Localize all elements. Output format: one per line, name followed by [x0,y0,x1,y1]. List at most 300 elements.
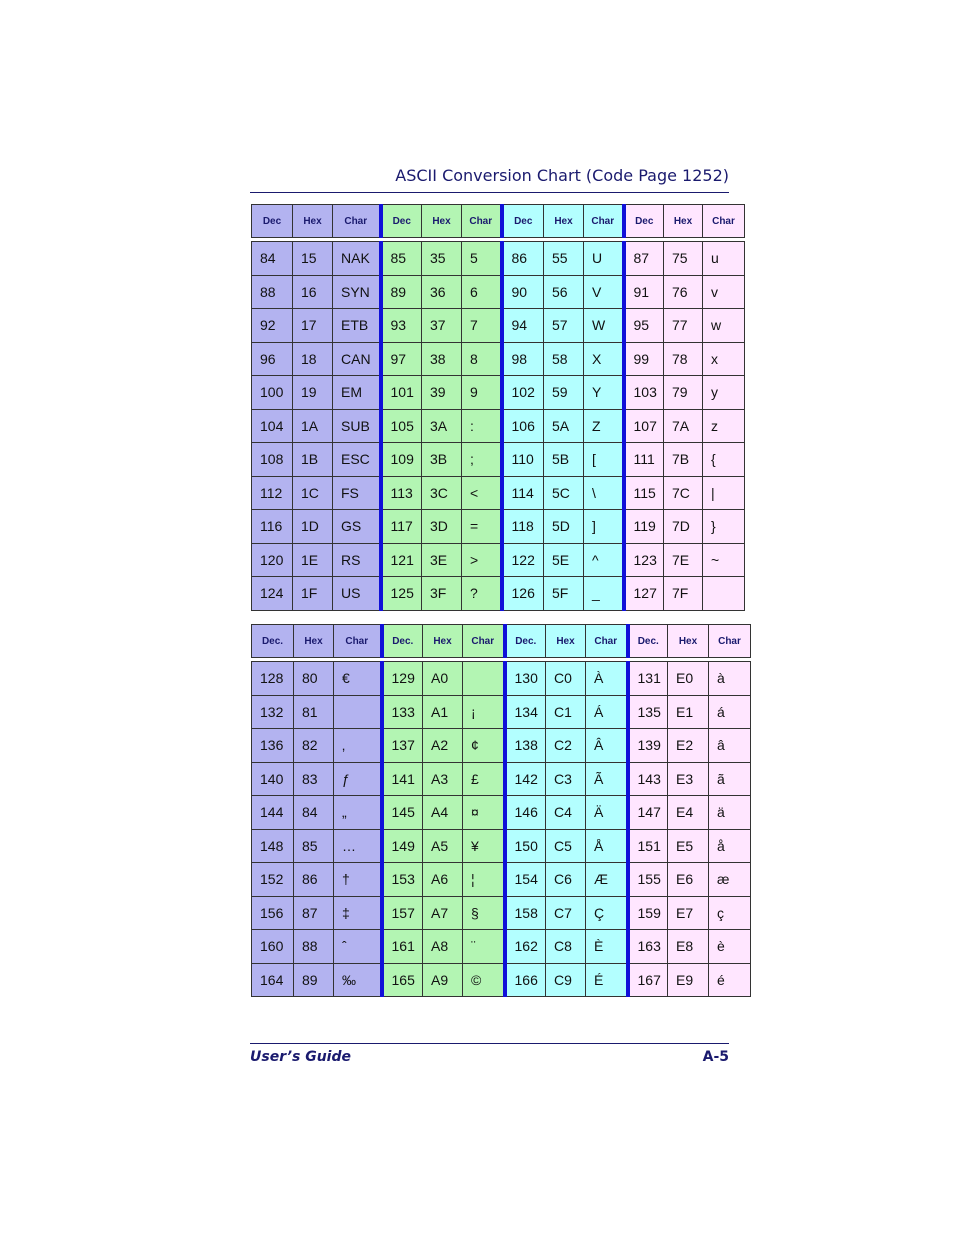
table-cell: E6 [668,863,709,897]
table-cell: 5A [544,409,584,443]
table-cell: 96 [252,342,293,376]
table-cell: A8 [423,930,463,964]
table-cell: V [584,275,624,309]
table-cell: 150 [505,829,546,863]
table-cell: ? [462,577,502,611]
table-cell: 58 [544,342,584,376]
table-cell: 167 [628,963,668,997]
table-cell: Â [586,729,628,763]
table-cell: \ [584,476,624,510]
table-cell: 135 [628,695,668,729]
table-cell: 35 [422,242,462,276]
table-cell: 147 [628,796,668,830]
table-cell: 141 [382,762,423,796]
column-header: Hex [668,625,709,658]
table-cell: 156 [252,896,294,930]
table-cell: 107 [624,409,664,443]
table-cell: { [703,443,745,477]
column-header: Char [463,625,505,658]
table-cell: y [703,376,745,410]
table-cell: U [584,242,624,276]
table-cell: § [463,896,505,930]
table-cell: 100 [252,376,293,410]
table-cell: } [703,510,745,544]
table-cell: 132 [252,695,294,729]
table-cell: ~ [703,543,745,577]
table-row [252,577,745,611]
table-cell: ¨ [463,930,505,964]
table-cell: 1D [293,510,333,544]
table-row [252,376,745,410]
table-cell: CAN [333,342,381,376]
table-cell: 97 [381,342,422,376]
table-cell: 114 [502,476,544,510]
table-cell: > [462,543,502,577]
table-cell: 166 [505,963,546,997]
table-cell: à [709,662,751,696]
table-cell: 1B [293,443,333,477]
table-cell: 102 [502,376,544,410]
column-header: Hex [294,625,334,658]
table-cell: ‰ [334,963,382,997]
column-header: Dec. [505,625,546,658]
table-cell: 16 [293,275,333,309]
table-cell: 104 [252,409,293,443]
table-row [252,309,745,343]
table-cell: 129 [382,662,423,696]
table-cell: 136 [252,729,294,763]
column-header: Hex [293,205,333,238]
table-cell: „ [334,796,382,830]
table-cell: = [462,510,502,544]
table-cell: É [586,963,628,997]
table-cell: é [709,963,751,997]
table-row [252,510,745,544]
table-cell: C4 [546,796,586,830]
table-cell: 111 [624,443,664,477]
table-cell: 99 [624,342,664,376]
table-cell: £ [463,762,505,796]
table-cell: 55 [544,242,584,276]
table-cell: 112 [252,476,293,510]
table-cell: 159 [628,896,668,930]
column-header: Dec. [628,625,668,658]
table-cell: È [586,930,628,964]
table-cell: x [703,342,745,376]
table-cell: 3D [422,510,462,544]
table-cell: 89 [294,963,334,997]
table-cell: 7B [664,443,703,477]
table-cell: 5B [544,443,584,477]
table-cell: ¦ [463,863,505,897]
table-cell: 126 [502,577,544,611]
table-row [252,796,751,830]
table-cell: 75 [664,242,703,276]
table-cell: 38 [422,342,462,376]
column-header: Dec [381,205,422,238]
table-cell: 37 [422,309,462,343]
table-cell: 151 [628,829,668,863]
table-cell: 148 [252,829,294,863]
table-cell: C0 [546,662,586,696]
table-cell: A9 [423,963,463,997]
table-cell: [ [584,443,624,477]
table-cell: 7F [664,577,703,611]
table-cell: A6 [423,863,463,897]
table-cell: æ [709,863,751,897]
column-header: Char [334,625,382,658]
title-rule [250,192,729,193]
table-cell: _ [584,577,624,611]
table-cell: 131 [628,662,668,696]
table-cell: 82 [294,729,334,763]
table-cell: 109 [381,443,422,477]
table-cell: 36 [422,275,462,309]
table-cell: C3 [546,762,586,796]
table-cell: 163 [628,930,668,964]
table-cell: 91 [624,275,664,309]
table-cell: EM [333,376,381,410]
table-cell: è [709,930,751,964]
table-row [252,896,751,930]
column-header: Char [462,205,502,238]
column-header: Dec [252,205,293,238]
table-cell: ; [462,443,502,477]
table-cell: A0 [423,662,463,696]
table-cell: 88 [252,275,293,309]
table-cell: 134 [505,695,546,729]
table-cell: © [463,963,505,997]
table-cell [334,695,382,729]
table-row [252,762,751,796]
table-cell: A4 [423,796,463,830]
table-cell: 157 [382,896,423,930]
table-cell: 80 [294,662,334,696]
table-cell: 1C [293,476,333,510]
table-cell: ¥ [463,829,505,863]
table-cell: 142 [505,762,546,796]
table-cell: ¡ [463,695,505,729]
table-cell: 139 [628,729,668,763]
table-cell: ¢ [463,729,505,763]
table-cell: SYN [333,275,381,309]
table-cell: ‚ [334,729,382,763]
table-cell: 160 [252,930,294,964]
column-header: Dec [502,205,544,238]
table-cell: 87 [294,896,334,930]
table-cell: 158 [505,896,546,930]
column-header: Hex [422,205,462,238]
table-cell: GS [333,510,381,544]
table-cell: 87 [624,242,664,276]
table-cell: 121 [381,543,422,577]
column-header: Hex [664,205,703,238]
table-row [252,409,745,443]
table-cell: ^ [584,543,624,577]
table-cell: å [709,829,751,863]
table-cell: | [703,476,745,510]
table-cell: 165 [382,963,423,997]
table-cell: 7 [462,309,502,343]
table-cell: E4 [668,796,709,830]
table-cell: A7 [423,896,463,930]
table-cell: 84 [252,242,293,276]
table-cell: 7A [664,409,703,443]
table-cell: E8 [668,930,709,964]
column-header: Hex [544,205,584,238]
table-cell: E1 [668,695,709,729]
table-cell: ] [584,510,624,544]
column-header: Dec. [252,625,294,658]
table-cell: 5F [544,577,584,611]
table-cell: 15 [293,242,333,276]
table-cell: 116 [252,510,293,544]
column-header: Dec. [382,625,423,658]
table-cell: 3E [422,543,462,577]
column-header: Char [584,205,624,238]
table-cell: 145 [382,796,423,830]
table-cell: 76 [664,275,703,309]
table-cell: 5D [544,510,584,544]
table-cell: 5 [462,242,502,276]
table-cell: 153 [382,863,423,897]
column-header: Char [586,625,628,658]
table-cell: FS [333,476,381,510]
table-row [252,543,745,577]
table-cell: 19 [293,376,333,410]
table-cell: Ã [586,762,628,796]
table-cell: 103 [624,376,664,410]
table-cell: Ä [586,796,628,830]
page-title: ASCII Conversion Chart (Code Page 1252) [395,166,729,185]
table-cell: E3 [668,762,709,796]
table-cell: SUB [333,409,381,443]
table-cell: 18 [293,342,333,376]
table-cell: 124 [252,577,293,611]
table-cell: C6 [546,863,586,897]
table-row [252,963,751,997]
table-cell: 90 [502,275,544,309]
table-row [252,342,745,376]
table-cell: 6 [462,275,502,309]
table-cell: Á [586,695,628,729]
table-cell: w [703,309,745,343]
table-row [252,443,745,477]
table-cell: 7E [664,543,703,577]
table-cell: 3B [422,443,462,477]
table-cell: u [703,242,745,276]
table-cell: 117 [381,510,422,544]
table-cell: 128 [252,662,294,696]
table-cell: : [462,409,502,443]
ascii-table-1 [251,204,745,611]
column-header: Hex [546,625,586,658]
table-cell: C9 [546,963,586,997]
table-cell: 155 [628,863,668,897]
table-cell: 78 [664,342,703,376]
table-cell: A5 [423,829,463,863]
table-cell: z [703,409,745,443]
table-cell: A3 [423,762,463,796]
ascii-table-2 [251,624,751,997]
table-cell: 152 [252,863,294,897]
table-cell: 56 [544,275,584,309]
table-cell: ESC [333,443,381,477]
table-cell: 146 [505,796,546,830]
table-cell: 118 [502,510,544,544]
table-cell: 3C [422,476,462,510]
table-cell: 120 [252,543,293,577]
table-cell: â [709,729,751,763]
table-cell: 86 [502,242,544,276]
table-row [252,242,745,276]
table-cell: 123 [624,543,664,577]
table-cell: 92 [252,309,293,343]
column-header: Char [703,205,745,238]
table-cell: 164 [252,963,294,997]
table-cell: 125 [381,577,422,611]
table-cell: 85 [294,829,334,863]
table-cell: á [709,695,751,729]
table-cell: C1 [546,695,586,729]
table-cell: C5 [546,829,586,863]
table-cell: Y [584,376,624,410]
table-cell: C7 [546,896,586,930]
table-cell: 7C [664,476,703,510]
table-row [252,829,751,863]
table-row [252,476,745,510]
table-cell: 85 [381,242,422,276]
table-cell: 57 [544,309,584,343]
table-cell: ä [709,796,751,830]
table-cell: 98 [502,342,544,376]
table-cell: ã [709,762,751,796]
table-cell: ‡ [334,896,382,930]
column-header: Dec [624,205,664,238]
table-cell: 101 [381,376,422,410]
table-cell: 161 [382,930,423,964]
table-cell: 8 [462,342,502,376]
table-row [252,695,751,729]
table-row [252,930,751,964]
table-header-row [252,205,745,238]
table-cell: X [584,342,624,376]
table-cell: 143 [628,762,668,796]
table-row [252,729,751,763]
table-cell: 115 [624,476,664,510]
footer-guide-title: User’s Guide [250,1049,351,1065]
table-cell: 94 [502,309,544,343]
table-cell: 138 [505,729,546,763]
table-cell: 5E [544,543,584,577]
table-cell: 93 [381,309,422,343]
table-cell: C2 [546,729,586,763]
table-cell: 119 [624,510,664,544]
table-cell [463,662,505,696]
footer-page-number: A-5 [702,1049,729,1065]
table-cell: 1F [293,577,333,611]
table-cell: 105 [381,409,422,443]
table-cell: 3A [422,409,462,443]
table-cell: Å [586,829,628,863]
table-cell: 5C [544,476,584,510]
table-cell: 59 [544,376,584,410]
column-header: Hex [423,625,463,658]
table-cell: E5 [668,829,709,863]
table-cell [703,577,745,611]
table-cell: ¤ [463,796,505,830]
table-cell: US [333,577,381,611]
table-cell: 86 [294,863,334,897]
table-cell: 9 [462,376,502,410]
column-header: Char [333,205,381,238]
table-cell: W [584,309,624,343]
table-row [252,863,751,897]
table-cell: Z [584,409,624,443]
table-cell: 89 [381,275,422,309]
table-cell: 162 [505,930,546,964]
table-cell: … [334,829,382,863]
column-header: Char [709,625,751,658]
table-cell: 144 [252,796,294,830]
table-cell: ƒ [334,762,382,796]
table-cell: C8 [546,930,586,964]
table-row [252,662,751,696]
table-cell: NAK [333,242,381,276]
table-cell: 140 [252,762,294,796]
table-cell: A1 [423,695,463,729]
table-cell: 127 [624,577,664,611]
table-cell: 3F [422,577,462,611]
table-cell: 1A [293,409,333,443]
table-cell: 88 [294,930,334,964]
table-cell: À [586,662,628,696]
table-cell: Æ [586,863,628,897]
table-cell: 130 [505,662,546,696]
table-cell: 81 [294,695,334,729]
table-cell: 95 [624,309,664,343]
table-cell: 77 [664,309,703,343]
table-cell: 108 [252,443,293,477]
table-cell: 84 [294,796,334,830]
table-cell: Ç [586,896,628,930]
table-cell: € [334,662,382,696]
table-cell: E2 [668,729,709,763]
table-cell: < [462,476,502,510]
table-cell: E9 [668,963,709,997]
table-cell: 122 [502,543,544,577]
table-cell: 154 [505,863,546,897]
table-cell: E7 [668,896,709,930]
table-cell: 106 [502,409,544,443]
table-cell: 79 [664,376,703,410]
table-cell: 110 [502,443,544,477]
table-cell: † [334,863,382,897]
table-cell: RS [333,543,381,577]
table-cell: A2 [423,729,463,763]
table-cell: ETB [333,309,381,343]
table-cell: 83 [294,762,334,796]
table-cell: E0 [668,662,709,696]
table-cell: v [703,275,745,309]
table-cell: 17 [293,309,333,343]
table-cell: ç [709,896,751,930]
table-cell: 39 [422,376,462,410]
table-cell: 133 [382,695,423,729]
table-cell: ˆ [334,930,382,964]
table-cell: 149 [382,829,423,863]
table-row [252,275,745,309]
